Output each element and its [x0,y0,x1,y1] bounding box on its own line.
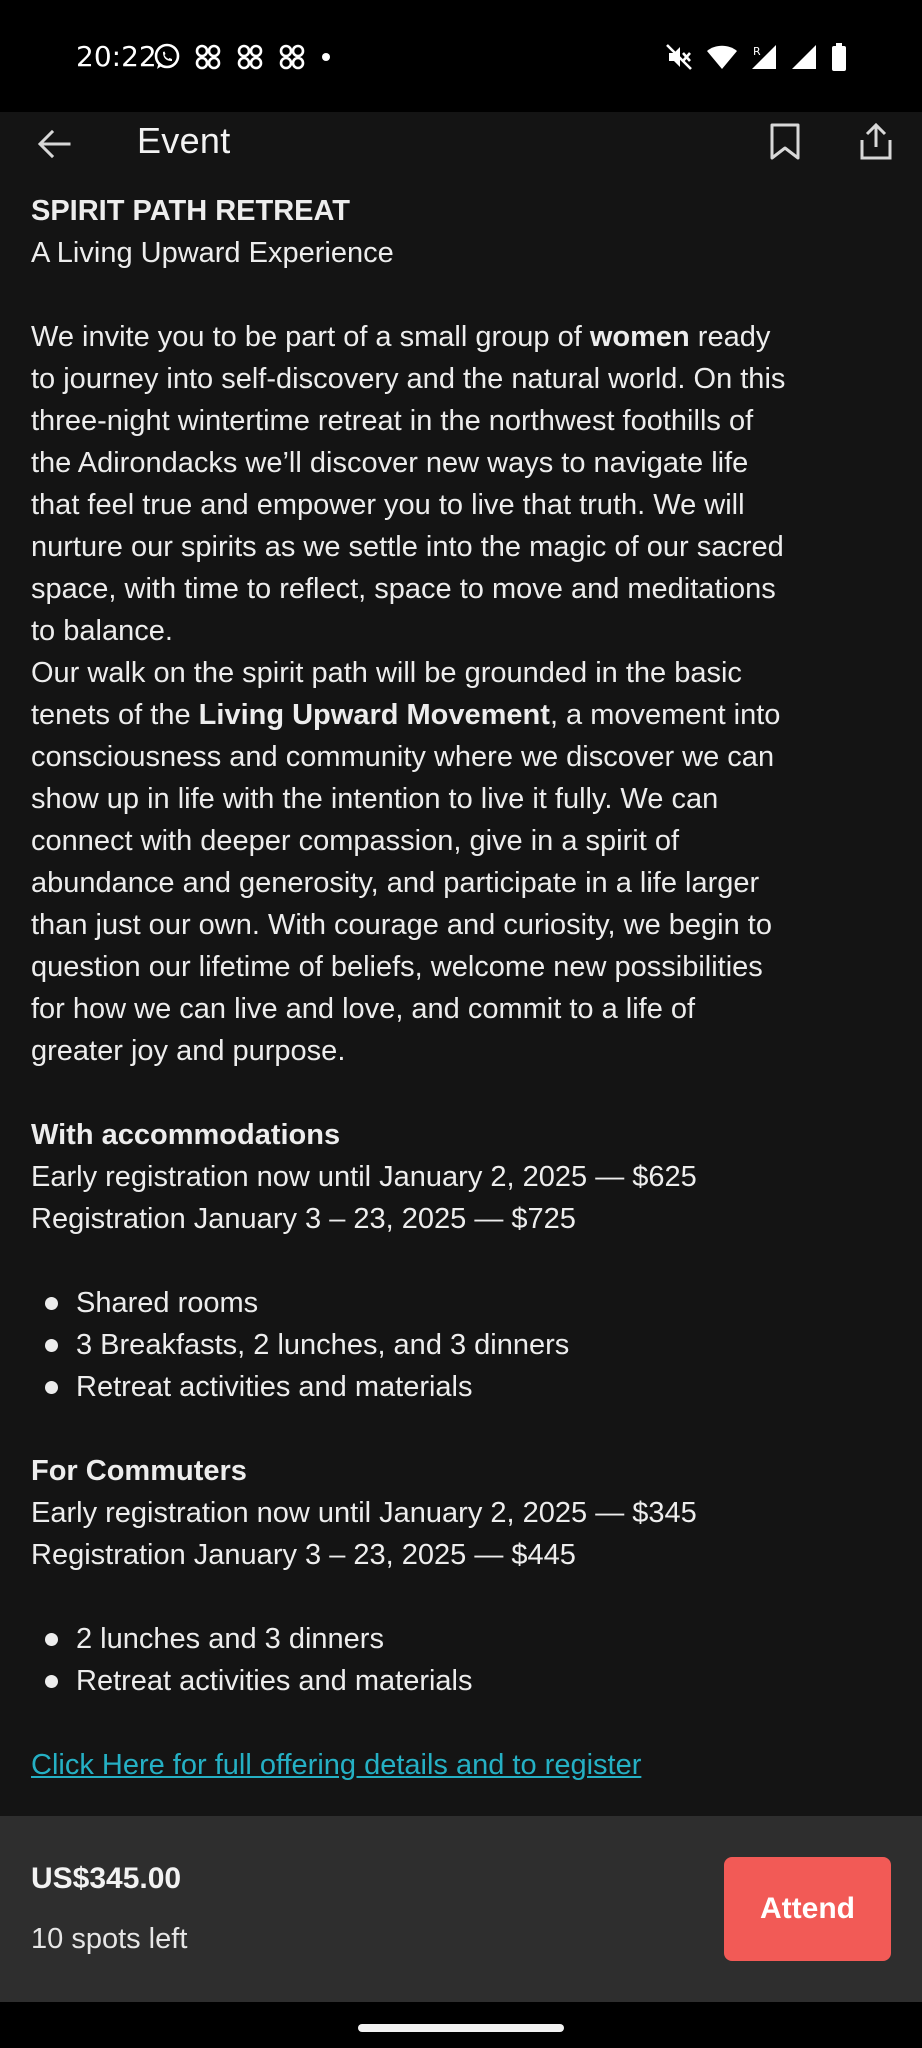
dot-icon [318,49,334,65]
accommodations-heading: With accommodations [31,1119,341,1151]
text-span: tenets of the [31,699,199,731]
status-bar [0,0,922,112]
share-button[interactable] [851,114,901,174]
list-item [31,1660,901,1702]
paragraph-line [31,694,901,736]
attend-button[interactable]: Attend [724,1857,891,1961]
list-item-text: Shared rooms [76,1287,259,1319]
notification-icons [152,40,334,74]
bullet-icon [45,1633,58,1646]
list-item-text: Retreat activities and materials [76,1665,473,1697]
event-title: SPIRIT PATH RETREAT [31,195,350,227]
list-item-text: 2 lunches and 3 dinners [76,1623,384,1655]
event-subtitle: A Living Upward Experience [31,237,394,269]
navigation-bar [0,2002,922,2048]
commuters-early-price: Early registration now until January 2, 2025 — $345 [31,1497,697,1529]
list-item-text: 3 Breakfasts, 2 lunches, and 3 dinners [76,1329,570,1361]
system-icons [664,40,848,74]
bookmark-icon [769,123,801,166]
svg-text:R: R [753,45,761,58]
mute-icon [664,42,694,72]
back-button[interactable] [28,120,80,172]
spots-left: 10 spots left [31,1923,188,1955]
arrow-left-icon [37,129,71,164]
commuters-list [31,1618,901,1702]
paragraph-line [31,316,901,358]
status-time: 20:22 [76,40,157,73]
bullet-icon [45,1339,58,1352]
bullet-icon [45,1297,58,1310]
signal-icon [790,43,818,71]
paragraph-line: question our lifetime of beliefs, welcome new possibilities [31,951,763,983]
pinwheel-icon [276,41,308,73]
page-title: Event [137,120,231,161]
share-icon [859,123,893,166]
commuters-regular-price: Registration January 3 – 23, 2025 — $445 [31,1539,576,1571]
accommodations-regular-price: Registration January 3 – 23, 2025 — $725 [31,1203,576,1235]
list-item [31,1366,901,1408]
bold-text: women [589,321,690,353]
paragraph-line: that feel true and empower you to live that truth. We will [31,489,745,521]
bullet-icon [45,1675,58,1688]
bookmark-button[interactable] [760,114,810,174]
paragraph-line: show up in life with the intention to live it fully. We can [31,783,719,815]
paragraph-line: to journey into self-discovery and the natural world. On this [31,363,786,395]
pinwheel-icon [234,41,266,73]
wifi-icon [706,43,738,71]
list-item [31,1618,901,1660]
paragraph-line: greater joy and purpose. [31,1035,346,1067]
app-header [0,112,922,202]
list-item [31,1282,901,1324]
event-description [0,190,922,1816]
text-span: ready [689,321,771,353]
home-indicator[interactable] [358,2024,564,2032]
paragraph-line: abundance and generosity, and participate in a life larger [31,867,760,899]
ticket-price: US$345.00 [31,1862,182,1895]
register-link[interactable]: Click Here for full offering details and to register [31,1749,642,1781]
pinwheel-icon [192,41,224,73]
paragraph-line: three-night wintertime retreat in the northwest foothills of [31,405,754,437]
paragraph-line: nurture our spirits as we settle into the magic of our sacred [31,531,784,563]
list-item-text: Retreat activities and materials [76,1371,473,1403]
bullet-icon [45,1381,58,1394]
accommodations-early-price: Early registration now until January 2, 2025 — $625 [31,1161,697,1193]
whatsapp-icon [152,42,182,72]
commuters-heading: For Commuters [31,1455,247,1487]
paragraph-line: consciousness and community where we discover we can [31,741,775,773]
booking-bar [0,1816,922,2002]
paragraph-line: than just our own. With courage and curiosity, we begin to [31,909,772,941]
text-span: We invite you to be part of a small group of [31,321,590,353]
list-item [31,1324,901,1366]
paragraph-line: Our walk on the spirit path will be grounded in the basic [31,657,742,689]
battery-icon [830,42,848,72]
paragraph-line: space, with time to reflect, space to move and meditations [31,573,776,605]
paragraph-line: to balance. [31,615,173,647]
paragraph-line: for how we can live and love, and commit to a life of [31,993,696,1025]
bold-text: Living Upward Movement [198,699,550,731]
paragraph-line: the Adirondacks we’ll discover new ways to navigate life [31,447,749,479]
signal-icon [750,43,778,71]
accommodations-list [31,1282,901,1408]
text-span: , a movement into [549,699,781,731]
paragraph-line: connect with deeper compassion, give in a spirit of [31,825,680,857]
